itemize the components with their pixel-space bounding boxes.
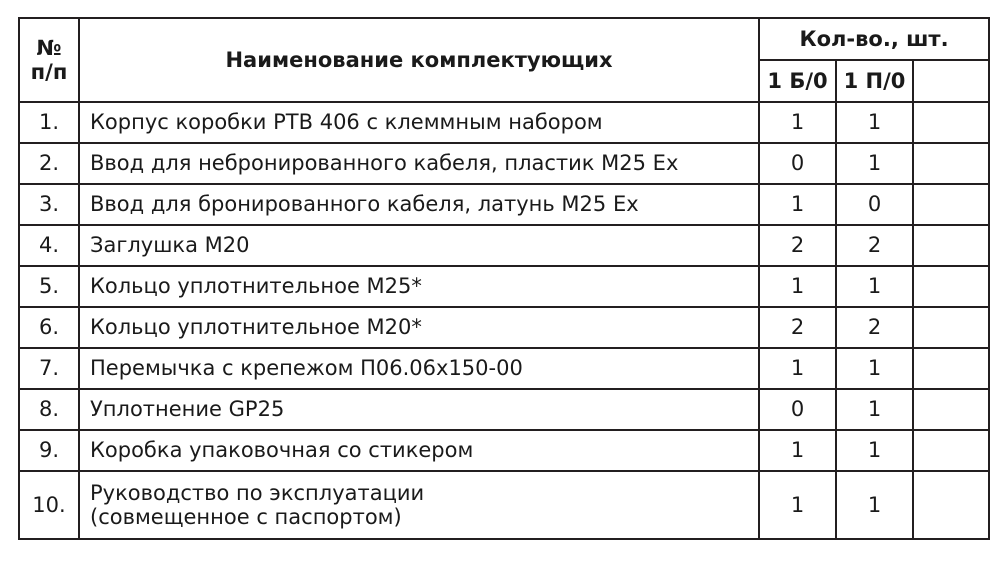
table-row (19, 102, 989, 143)
row-name: Коробка упаковочная со стикером (79, 430, 759, 471)
header-number-line2: п/п (30, 60, 68, 84)
header-quantity: Кол-во., шт. (759, 18, 989, 60)
row-qty-3 (913, 389, 989, 430)
row-number: 1. (19, 102, 79, 143)
table-row (19, 348, 989, 389)
row-number: 4. (19, 225, 79, 266)
row-qty-3 (913, 348, 989, 389)
row-qty-2: 1 (836, 266, 913, 307)
row-number: 7. (19, 348, 79, 389)
row-qty-1: 2 (759, 225, 836, 266)
table-row (19, 225, 989, 266)
row-qty-3 (913, 430, 989, 471)
row-number: 5. (19, 266, 79, 307)
table-row (19, 471, 989, 539)
row-qty-2: 2 (836, 307, 913, 348)
row-qty-2: 2 (836, 225, 913, 266)
row-number: 6. (19, 307, 79, 348)
row-qty-2: 0 (836, 184, 913, 225)
table-row (19, 307, 989, 348)
header-number (19, 18, 79, 102)
row-name: Кольцо уплотнительное М25* (79, 266, 759, 307)
row-name: Корпус коробки РТВ 406 с клеммным набором (79, 102, 759, 143)
row-qty-1: 2 (759, 307, 836, 348)
table-row (19, 184, 989, 225)
row-qty-1: 1 (759, 184, 836, 225)
row-name (79, 471, 759, 539)
row-number: 9. (19, 430, 79, 471)
row-name-line2: (совмещенное с паспортом) (90, 505, 402, 529)
row-number: 10. (19, 471, 79, 539)
row-qty-2: 1 (836, 430, 913, 471)
row-name: Ввод для небронированного кабеля, пластик М25 Ex (79, 143, 759, 184)
row-number: 8. (19, 389, 79, 430)
row-number: 3. (19, 184, 79, 225)
row-qty-3 (913, 266, 989, 307)
table-row (19, 143, 989, 184)
row-qty-1: 1 (759, 430, 836, 471)
row-qty-1: 1 (759, 266, 836, 307)
row-qty-2: 1 (836, 102, 913, 143)
row-qty-1: 1 (759, 348, 836, 389)
row-qty-3 (913, 143, 989, 184)
row-qty-3 (913, 307, 989, 348)
header-variant-2: 1 П/0 (836, 60, 913, 102)
header-name: Наименование комплектующих (79, 18, 759, 102)
table-row (19, 266, 989, 307)
row-qty-3 (913, 225, 989, 266)
row-qty-3 (913, 102, 989, 143)
row-name: Уплотнение GP25 (79, 389, 759, 430)
table-row (19, 389, 989, 430)
row-name: Ввод для бронированного кабеля, латунь М25 Ex (79, 184, 759, 225)
row-qty-2: 1 (836, 471, 913, 539)
header-number-line1: № (36, 35, 62, 60)
header-variant-1: 1 Б/0 (759, 60, 836, 102)
row-qty-3 (913, 471, 989, 539)
row-name: Кольцо уплотнительное М20* (79, 307, 759, 348)
header-variant-3 (913, 60, 989, 102)
row-qty-1: 0 (759, 389, 836, 430)
row-qty-2: 1 (836, 389, 913, 430)
row-qty-1: 0 (759, 143, 836, 184)
row-number: 2. (19, 143, 79, 184)
row-qty-1: 1 (759, 471, 836, 539)
row-qty-2: 1 (836, 143, 913, 184)
table-row (19, 430, 989, 471)
components-table (18, 17, 990, 540)
row-name-line1: Руководство по эксплуатации (90, 480, 425, 505)
row-name: Заглушка М20 (79, 225, 759, 266)
row-name: Перемычка с крепежом П06.06х150-00 (79, 348, 759, 389)
row-qty-3 (913, 184, 989, 225)
row-qty-2: 1 (836, 348, 913, 389)
row-qty-1: 1 (759, 102, 836, 143)
